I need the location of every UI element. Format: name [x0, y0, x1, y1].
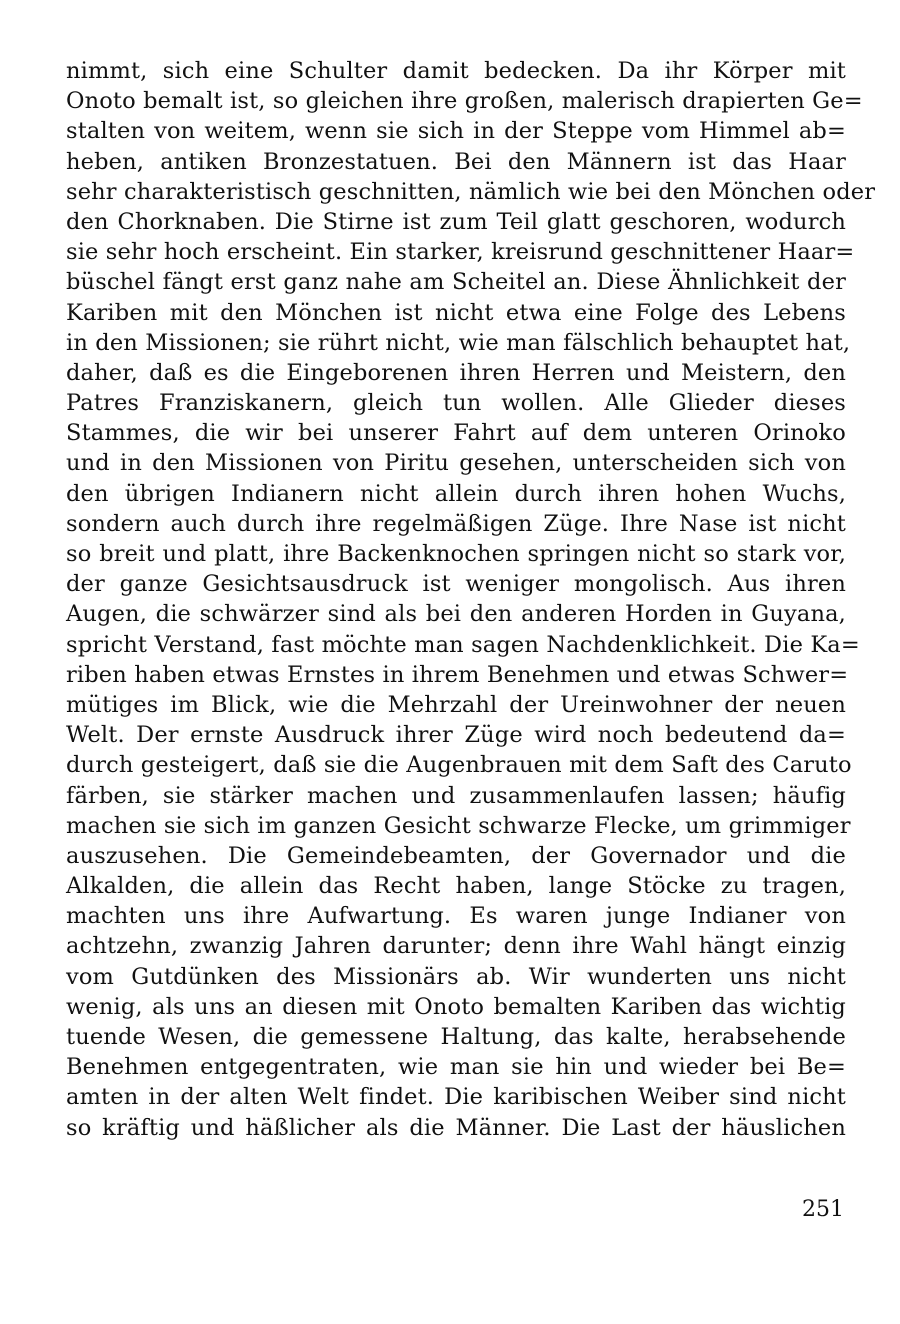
text-line: der ganze Gesichtsausdruck ist weniger mongolisch. Aus ihren [66, 571, 846, 598]
text-line: machen sie sich im ganzen Gesicht schwarze Flecke, um grimmiger [66, 812, 851, 839]
text-line: Stammes, die wir bei unserer Fahrt auf dem unteren Orinoko [66, 420, 846, 447]
page-number: 251 [802, 1197, 844, 1222]
text-line: so kräftig und häßlicher als die Männer. Die Last der häuslichen [66, 1114, 846, 1141]
text-line: auszusehen. Die Gemeindebeamten, der Governador und die [66, 842, 846, 869]
text-line: spricht Verstand, fast möchte man sagen Nachdenklichkeit. Die Ka= [66, 631, 860, 658]
text-line: machten uns ihre Aufwartung. Es waren junge Indianer von [66, 903, 846, 930]
text-line: heben, antiken Bronzestatuen. Bei den Männern ist das Haar [66, 148, 846, 175]
text-line: durch gesteigert, daß sie die Augenbrauen mit dem Saft des Caruto [66, 752, 852, 779]
text-line: Patres Franziskanern, gleich tun wollen. Alle Glieder dieses [66, 390, 846, 417]
text-line: Benehmen entgegentraten, wie man sie hin und wieder bei Be= [66, 1054, 846, 1081]
text-line: nimmt, sich eine Schulter damit bedecken. Da ihr Körper mit [66, 58, 846, 84]
text-line: Onoto bemalt ist, so gleichen ihre großen, malerisch drapierten Ge= [66, 88, 863, 115]
text-line: so breit und platt, ihre Backenknochen springen nicht so stark vor, [66, 541, 846, 567]
text-line: und in den Missionen von Piritu gesehen, unterscheiden sich von [66, 450, 846, 477]
text-line: stalten von weitem, wenn sie sich in der Steppe vom Himmel ab= [66, 118, 846, 145]
text-line: achtzehn, zwanzig Jahren darunter; denn ihre Wahl hängt einzig [66, 933, 846, 960]
text-line: Augen, die schwärzer sind als bei den anderen Horden in Guyana, [66, 601, 846, 628]
text-line: tuende Wesen, die gemessene Haltung, das kalte, herabsehende [66, 1024, 846, 1050]
text-line: Welt. Der ernste Ausdruck ihrer Züge wird noch bedeutend da= [66, 722, 846, 749]
text-line: färben, sie stärker machen und zusammenlaufen lassen; häufig [66, 782, 846, 809]
text-line: sie sehr hoch erscheint. Ein starker, kreisrund geschnittener Haar= [66, 239, 855, 266]
text-line: sehr charakteristisch geschnitten, nämlich wie bei den Mönchen oder [66, 178, 876, 205]
text-line: daher, daß es die Eingeborenen ihren Herren und Meistern, den [66, 359, 846, 386]
text-line: den übrigen Indianern nicht allein durch ihren hohen Wuchs, [66, 480, 846, 507]
text-line: wenig, als uns an diesen mit Onoto bemalten Kariben das wichtig [66, 993, 846, 1020]
text-line: riben haben etwas Ernstes in ihrem Benehmen und etwas Schwer= [66, 661, 849, 688]
text-line: sondern auch durch ihre regelmäßigen Züge. Ihre Nase ist nicht [66, 510, 846, 537]
text-line: den Chorknaben. Die Stirne ist zum Teil glatt geschoren, wodurch [66, 208, 846, 235]
text-line: amten in der alten Welt findet. Die karibischen Weiber sind nicht [66, 1084, 846, 1111]
text-line: vom Gutdünken des Missionärs ab. Wir wunderten uns nicht [66, 963, 846, 990]
body-text [66, 56, 876, 1143]
text-line: büschel fängt erst ganz nahe am Scheitel an. Diese Ähnlichkeit der [66, 269, 846, 296]
text-line: in den Missionen; sie rührt nicht, wie man fälschlich behauptet hat, [66, 329, 851, 356]
text-line: Alkalden, die allein das Recht haben, lange Stöcke zu tragen, [66, 873, 846, 900]
text-line: Kariben mit den Mönchen ist nicht etwa eine Folge des Lebens [66, 299, 846, 326]
text-line: mütiges im Blick, wie die Mehrzahl der Ureinwohner der neuen [66, 691, 846, 718]
